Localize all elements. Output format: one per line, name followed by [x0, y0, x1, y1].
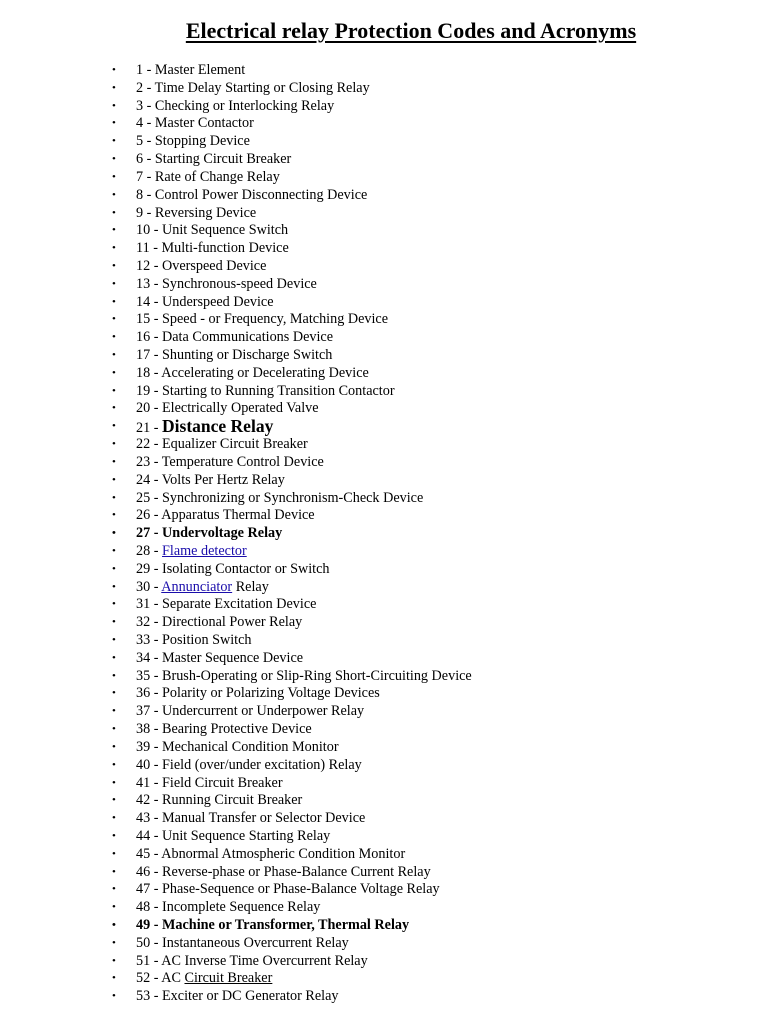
- code-number: 38 -: [136, 721, 163, 738]
- bullet-icon: •: [112, 64, 116, 76]
- bullet-icon: •: [112, 776, 116, 789]
- bullet-icon: •: [112, 366, 116, 379]
- code-number: 35 -: [136, 667, 163, 684]
- page-title: Electrical relay Protection Codes and Acronyms: [185, 18, 637, 43]
- list-item: [0, 400, 768, 418]
- list-item: [0, 579, 768, 597]
- bullet-icon: •: [112, 758, 116, 771]
- code-name: Isolating Contactor or Switch: [162, 560, 330, 577]
- code-number: 4 -: [136, 115, 155, 132]
- code-number: 16 -: [136, 329, 163, 346]
- code-number: 53 -: [136, 988, 163, 1005]
- code-name: Master Contactor: [154, 115, 254, 132]
- bullet-icon: •: [112, 277, 116, 290]
- code-number: 28 -: [136, 542, 163, 559]
- bullet-icon: •: [112, 170, 116, 183]
- code-name: Apparatus Thermal Device: [161, 507, 315, 524]
- relay-code-list: [0, 62, 768, 1006]
- code-name: Bearing Protective Device: [162, 721, 312, 738]
- code-number: 2 -: [136, 79, 155, 96]
- list-item: [0, 543, 768, 561]
- code-number: 51 -: [136, 952, 162, 969]
- bullet-icon: •: [112, 81, 116, 94]
- code-name: Distance Relay: [162, 416, 274, 437]
- code-name: Accelerating or Decelerating Device: [161, 364, 369, 381]
- code-link[interactable]: Flame detector: [162, 542, 247, 559]
- code-number: 52 - AC: [136, 970, 185, 987]
- list-item: [0, 828, 768, 846]
- code-name: Undercurrent or Underpower Relay: [162, 703, 365, 720]
- list-item: [0, 365, 768, 383]
- code-number: 44 -: [136, 827, 163, 844]
- bullet-icon: •: [112, 829, 116, 842]
- code-name: Incomplete Sequence Relay: [162, 899, 321, 916]
- code-name: Data Communications Device: [162, 329, 334, 346]
- list-item: [0, 685, 768, 703]
- code-number: 23 -: [136, 453, 162, 470]
- list-item: [0, 294, 768, 312]
- bullet-icon: •: [112, 651, 116, 664]
- list-item: [0, 596, 768, 614]
- list-item: [0, 311, 768, 329]
- code-number: 31 -: [136, 596, 163, 613]
- bullet-icon: •: [112, 919, 116, 931]
- list-item: [0, 988, 768, 1006]
- list-item: [0, 864, 768, 882]
- code-name: Reversing Device: [154, 204, 257, 221]
- bullet-icon: •: [112, 349, 116, 361]
- bullet-icon: •: [112, 295, 116, 308]
- list-item: [0, 169, 768, 187]
- bullet-icon: •: [112, 544, 116, 557]
- list-item: [0, 258, 768, 276]
- list-item: [0, 935, 768, 953]
- code-number: 42 -: [136, 792, 163, 809]
- code-number: 27 -: [136, 525, 163, 542]
- code-name: Speed - or Frequency, Matching Device: [162, 311, 389, 328]
- list-item: [0, 632, 768, 650]
- code-name: Phase-Sequence or Phase-Balance Voltage Relay: [162, 881, 440, 898]
- code-number: 48 -: [136, 899, 163, 916]
- bullet-icon: •: [112, 473, 116, 486]
- code-name: Position Switch: [162, 632, 252, 648]
- list-item: [0, 62, 768, 80]
- code-name: Starting Circuit Breaker: [154, 151, 292, 168]
- list-item: [0, 970, 768, 988]
- bullet-icon: •: [112, 865, 116, 878]
- list-item: [0, 98, 768, 116]
- code-number: 18 -: [136, 364, 162, 381]
- list-item: [0, 240, 768, 258]
- list-item: [0, 614, 768, 632]
- code-number: 25 -: [136, 489, 163, 506]
- code-number: 26 -: [136, 507, 162, 524]
- bullet-icon: •: [112, 562, 116, 575]
- bullet-icon: •: [112, 313, 116, 326]
- code-number: 32 -: [136, 614, 163, 631]
- code-name: Master Sequence Device: [162, 649, 304, 666]
- code-name: Temperature Control Device: [161, 453, 324, 470]
- list-item: [0, 525, 768, 543]
- bullet-icon: •: [112, 509, 116, 522]
- list-item: [0, 472, 768, 490]
- code-name: Rate of Change Relay: [154, 168, 280, 185]
- code-number: 7 -: [136, 168, 155, 185]
- list-item: [0, 507, 768, 525]
- list-item: [0, 383, 768, 401]
- code-name: Abnormal Atmospheric Condition Monitor: [161, 845, 406, 862]
- bullet-icon: •: [112, 634, 116, 646]
- code-name: Underspeed Device: [162, 293, 274, 310]
- list-item: [0, 490, 768, 508]
- code-number: 8 -: [136, 186, 155, 203]
- code-name: Synchronous-speed Device: [162, 275, 317, 292]
- code-number: 47 -: [136, 881, 163, 898]
- bullet-icon: •: [112, 598, 116, 611]
- list-item: [0, 757, 768, 775]
- code-name: Separate Excitation Device: [162, 596, 317, 613]
- bullet-icon: •: [112, 438, 116, 451]
- code-number: 9 -: [136, 204, 155, 221]
- code-number: 21 -: [136, 420, 163, 437]
- code-number: 3 -: [136, 97, 155, 114]
- list-item: [0, 775, 768, 793]
- code-number: 17 -: [136, 347, 163, 363]
- code-number: 22 -: [136, 436, 163, 453]
- list-item: [0, 133, 768, 151]
- code-name: Shunting or Discharge Switch: [162, 347, 333, 363]
- code-name: Directional Power Relay: [162, 614, 303, 631]
- bullet-icon: •: [112, 99, 116, 112]
- bullet-icon: •: [112, 135, 116, 148]
- bullet-icon: •: [112, 901, 116, 914]
- code-name: Volts Per Hertz Relay: [161, 471, 285, 488]
- code-number: 20 -: [136, 400, 163, 417]
- bullet-icon: •: [112, 705, 116, 718]
- list-item: [0, 846, 768, 864]
- code-number: 49 -: [136, 917, 163, 933]
- list-item: [0, 668, 768, 686]
- code-name: Synchronizing or Synchronism-Check Device: [162, 489, 424, 506]
- bullet-icon: •: [112, 687, 116, 700]
- list-item: [0, 187, 768, 205]
- bullet-icon: •: [112, 883, 116, 896]
- code-name: Starting to Running Transition Contactor: [162, 382, 395, 399]
- code-name: Exciter or DC Generator Relay: [162, 988, 339, 1005]
- code-name: Electrically Operated Valve: [162, 400, 319, 417]
- code-number: 33 -: [136, 632, 163, 648]
- code-number: 1 -: [136, 62, 155, 78]
- bullet-icon: •: [112, 740, 116, 753]
- bullet-icon: •: [112, 455, 116, 468]
- code-name: Stopping Device: [154, 133, 250, 150]
- list-item: [0, 454, 768, 472]
- list-item: [0, 418, 768, 436]
- code-name: Running Circuit Breaker: [162, 792, 303, 809]
- code-number: 41 -: [136, 774, 163, 791]
- list-item: [0, 436, 768, 454]
- bullet-icon: •: [112, 206, 116, 219]
- bullet-icon: •: [112, 616, 116, 629]
- code-name: AC Inverse Time Overcurrent Relay: [161, 952, 368, 969]
- code-name: Manual Transfer or Selector Device: [162, 810, 366, 827]
- list-item: [0, 917, 768, 935]
- list-item: [0, 899, 768, 917]
- bullet-icon: •: [112, 402, 116, 415]
- code-name: Unit Sequence Starting Relay: [162, 827, 331, 844]
- code-number: 5 -: [136, 133, 155, 150]
- code-name: Master Element: [154, 62, 246, 78]
- code-name: Polarity or Polarizing Voltage Devices: [162, 685, 380, 702]
- code-number: 12 -: [136, 257, 163, 274]
- code-name: Mechanical Condition Monitor: [162, 738, 339, 755]
- code-name: Unit Sequence Switch: [162, 222, 289, 239]
- bullet-icon: •: [112, 384, 116, 397]
- code-number: 29 -: [136, 560, 163, 577]
- bullet-icon: •: [112, 117, 116, 130]
- list-item: [0, 721, 768, 739]
- code-name: Brush-Operating or Slip-Ring Short-Circuiting Device: [162, 667, 472, 684]
- code-number: 45 -: [136, 845, 162, 862]
- list-item: [0, 151, 768, 169]
- bullet-icon: •: [112, 972, 116, 985]
- code-name: Field Circuit Breaker: [162, 774, 283, 791]
- code-number: 39 -: [136, 738, 163, 755]
- bullet-icon: •: [112, 153, 116, 166]
- bullet-icon: •: [112, 527, 116, 540]
- bullet-icon: •: [112, 491, 116, 504]
- code-number: 19 -: [136, 382, 163, 399]
- code-number: 6 -: [136, 151, 155, 168]
- list-item: [0, 561, 768, 579]
- bullet-icon: •: [112, 812, 116, 825]
- bullet-icon: •: [112, 242, 116, 255]
- code-name: Overspeed Device: [162, 257, 267, 274]
- bullet-icon: •: [112, 954, 116, 967]
- bullet-icon: •: [112, 847, 116, 860]
- list-item: [0, 792, 768, 810]
- code-number: 37 -: [136, 703, 163, 720]
- list-item: [0, 329, 768, 347]
- code-number: 46 -: [136, 863, 163, 880]
- list-item: [0, 881, 768, 899]
- code-number: 43 -: [136, 810, 163, 827]
- list-item: [0, 276, 768, 294]
- bullet-icon: •: [112, 420, 116, 433]
- list-item: [0, 703, 768, 721]
- code-number: 15 -: [136, 311, 163, 328]
- list-item: [0, 115, 768, 133]
- code-name: Circuit Breaker: [184, 970, 273, 987]
- code-name: Equalizer Circuit Breaker: [162, 436, 308, 453]
- code-name: Multi-function Device: [161, 240, 289, 257]
- code-name: Undervoltage Relay: [162, 525, 283, 542]
- bullet-icon: •: [112, 188, 116, 201]
- bullet-icon: •: [112, 224, 116, 237]
- bullet-icon: •: [112, 723, 116, 736]
- bullet-icon: •: [112, 331, 116, 344]
- code-name: Time Delay Starting or Closing Relay: [154, 79, 370, 96]
- list-item: [0, 205, 768, 223]
- list-item: [0, 810, 768, 828]
- code-number: 13 -: [136, 275, 163, 292]
- code-link[interactable]: Annunciator: [161, 578, 233, 595]
- code-number: 30 -: [136, 578, 162, 595]
- code-name: Checking or Interlocking Relay: [154, 97, 335, 114]
- list-item: [0, 347, 768, 365]
- code-suffix: Relay: [232, 578, 269, 595]
- code-name: Field (over/under excitation) Relay: [162, 756, 362, 773]
- list-item: [0, 222, 768, 240]
- code-number: 34 -: [136, 649, 163, 666]
- code-number: 36 -: [136, 685, 163, 702]
- code-name: Machine or Transformer, Thermal Relay: [162, 917, 410, 933]
- code-name: Control Power Disconnecting Device: [154, 186, 368, 203]
- bullet-icon: •: [112, 580, 116, 593]
- bullet-icon: •: [112, 990, 116, 1003]
- code-number: 11 -: [136, 240, 162, 257]
- code-number: 40 -: [136, 756, 163, 773]
- code-number: 14 -: [136, 293, 163, 310]
- list-item: [0, 953, 768, 971]
- bullet-icon: •: [112, 936, 116, 949]
- code-number: 50 -: [136, 934, 163, 951]
- list-item: [0, 80, 768, 98]
- bullet-icon: •: [112, 259, 116, 272]
- list-item: [0, 739, 768, 757]
- code-number: 24 -: [136, 471, 162, 488]
- code-number: 10 -: [136, 222, 163, 239]
- list-item: [0, 650, 768, 668]
- bullet-icon: •: [112, 794, 116, 807]
- code-name: Instantaneous Overcurrent Relay: [162, 934, 349, 951]
- code-name: Reverse-phase or Phase-Balance Current Relay: [162, 863, 431, 880]
- bullet-icon: •: [112, 669, 116, 682]
